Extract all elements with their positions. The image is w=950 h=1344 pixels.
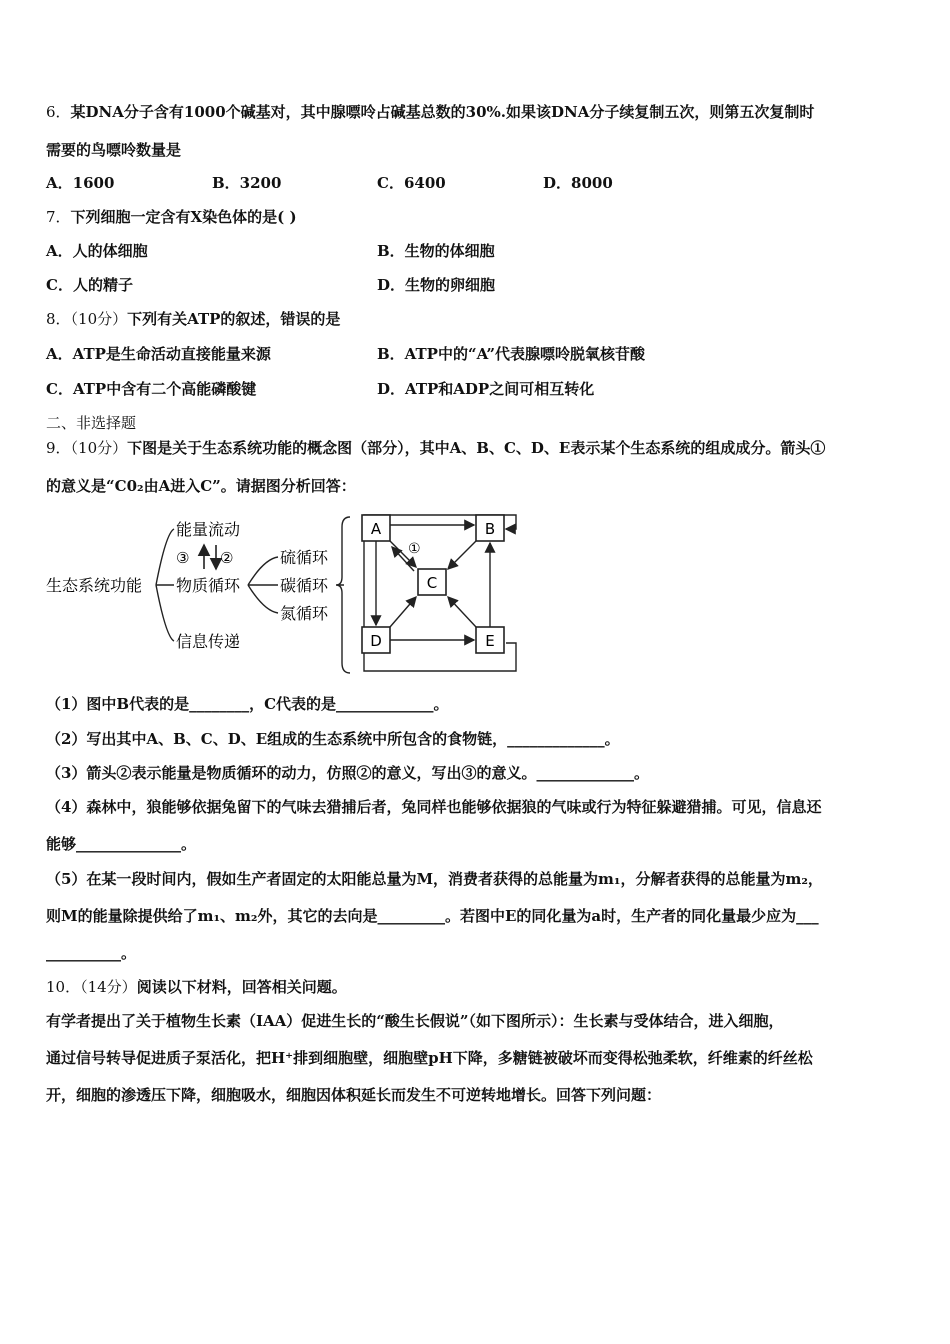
q6-stem: 某DNA分子含有1000个碱基对，其中腺嘌呤占碱基总数的30%.如果该DNA分子续复制五次，则第五次复制时 xyxy=(70,103,815,121)
q8-option-d[interactable]: D．ATP和ADP之间可相互转化 xyxy=(377,380,595,398)
q10-stem: 阅读以下材料，回答相关问题。 xyxy=(136,978,347,996)
q7-stem: 下列细胞一定含有X染色体的是( ) xyxy=(70,208,297,226)
q7-option-b[interactable]: B．生物的体细胞 xyxy=(377,242,495,260)
diagram-node-d: D xyxy=(370,632,382,650)
q10-line xyxy=(46,977,347,997)
q7-option-a[interactable]: A．人的体细胞 xyxy=(46,242,148,260)
diagram-root-label: 生态系统功能 xyxy=(46,576,143,595)
q9-sub4-line2: 能够______________。 xyxy=(46,835,197,853)
q9-number: 9．（10分） xyxy=(46,439,128,457)
diagram-node-c: C xyxy=(426,574,438,592)
q9-sub5-line1: （5）在某一段时间内，假如生产者固定的太阳能总量为M，消费者获得的总能量为m₁，分解者获得的总能量为m₂， xyxy=(46,870,823,888)
q9-sub5-line2: 则M的能量除提供给了m₁、m₂外，其它的去向是_________。若图中E的同化量为a时，生产者的同化量最少应为___ xyxy=(46,907,819,925)
q10-para-line2: 通过信号转导促进质子泵活化，把H⁺排到细胞壁，细胞壁pH下降，多糖链被破坏而变得松弛柔软，纤维素的纤丝松 xyxy=(46,1049,813,1067)
diagram-node-a: A xyxy=(370,520,382,538)
diagram-energy-flow: 能量流动 xyxy=(176,520,241,539)
q9-line1 xyxy=(46,438,825,458)
diagram-info-transfer: 信息传递 xyxy=(176,632,241,651)
q6-line2: 需要的鸟嘌呤数量是 xyxy=(46,141,182,159)
q6-option-d[interactable]: D．8000 xyxy=(543,174,613,192)
diagram-nitrogen-cycle: 氮循环 xyxy=(280,604,329,623)
q10-number: 10．（14分） xyxy=(46,978,137,996)
q8-option-c[interactable]: C．ATP中含有二个高能磷酸键 xyxy=(46,380,257,398)
diagram-link-2: ② xyxy=(220,549,234,567)
q9-stem: 下图是关于生态系统功能的概念图（部分），其中A、B、C、D、E表示某个生态系统的组成成分。箭头① xyxy=(127,439,826,457)
q7-number: 7． xyxy=(46,208,71,226)
q8-option-a[interactable]: A．ATP是生命活动直接能量来源 xyxy=(46,345,271,363)
q6-line1 xyxy=(46,102,814,122)
diagram-node-b: B xyxy=(484,520,496,538)
diagram-sulfur-cycle: 硫循环 xyxy=(280,548,329,567)
q10-para-line1: 有学者提出了关于植物生长素（IAA）促进生长的“酸生长假说”（如下图所示）：生长素与受体结合，进入细胞， xyxy=(46,1012,784,1030)
q6-number: 6． xyxy=(46,103,71,121)
q8-option-b[interactable]: B．ATP中的“A”代表腺嘌呤脱氧核苷酸 xyxy=(377,345,646,363)
q9-sub5-line3: __________。 xyxy=(46,944,137,962)
ecosystem-concept-diagram xyxy=(44,505,534,680)
q9-sub4-line1: （4）森林中，狼能够依据兔留下的气味去猎捕后者，兔同样也能够依据狼的气味或行为特征躲避猎捕。可见，信息还 xyxy=(46,798,822,816)
q10-para-line3: 开，细胞的渗透压下降，细胞吸水，细胞因体积延长而发生不可逆转地增长。回答下列问题： xyxy=(46,1086,662,1104)
q7-option-c[interactable]: C．人的精子 xyxy=(46,276,133,294)
q9-sub2: （2）写出其中A、B、C、D、E组成的生态系统中所包含的食物链，_____________。 xyxy=(46,730,620,748)
q6-option-c[interactable]: C．6400 xyxy=(377,174,446,192)
q6-option-a[interactable]: A．1600 xyxy=(46,174,115,192)
diagram-node-e: E xyxy=(485,632,495,650)
q7-option-d[interactable]: D．生物的卵细胞 xyxy=(377,276,496,294)
q7-line xyxy=(46,207,297,227)
diagram-link-3: ③ xyxy=(176,549,190,567)
q8-line xyxy=(46,309,340,329)
diagram-material-cycle: 物质循环 xyxy=(176,576,241,595)
q8-number: 8．（10分） xyxy=(46,310,128,328)
diagram-arrow-1-label: ① xyxy=(408,541,421,557)
diagram-carbon-cycle: 碳循环 xyxy=(280,576,329,595)
q6-option-b[interactable]: B．3200 xyxy=(212,174,282,192)
q9-sub3: （3）箭头②表示能量是物质循环的动力，仿照②的意义，写出③的意义。_____________。 xyxy=(46,764,649,782)
q9-sub1: （1）图中B代表的是________，C代表的是_____________。 xyxy=(46,695,449,713)
q8-stem: 下列有关ATP的叙述，错误的是 xyxy=(127,310,341,328)
q9-line2: 的意义是“C0₂由A进入C”。请据图分析回答： xyxy=(46,477,356,495)
section-heading: 二、非选择题 xyxy=(46,414,137,432)
